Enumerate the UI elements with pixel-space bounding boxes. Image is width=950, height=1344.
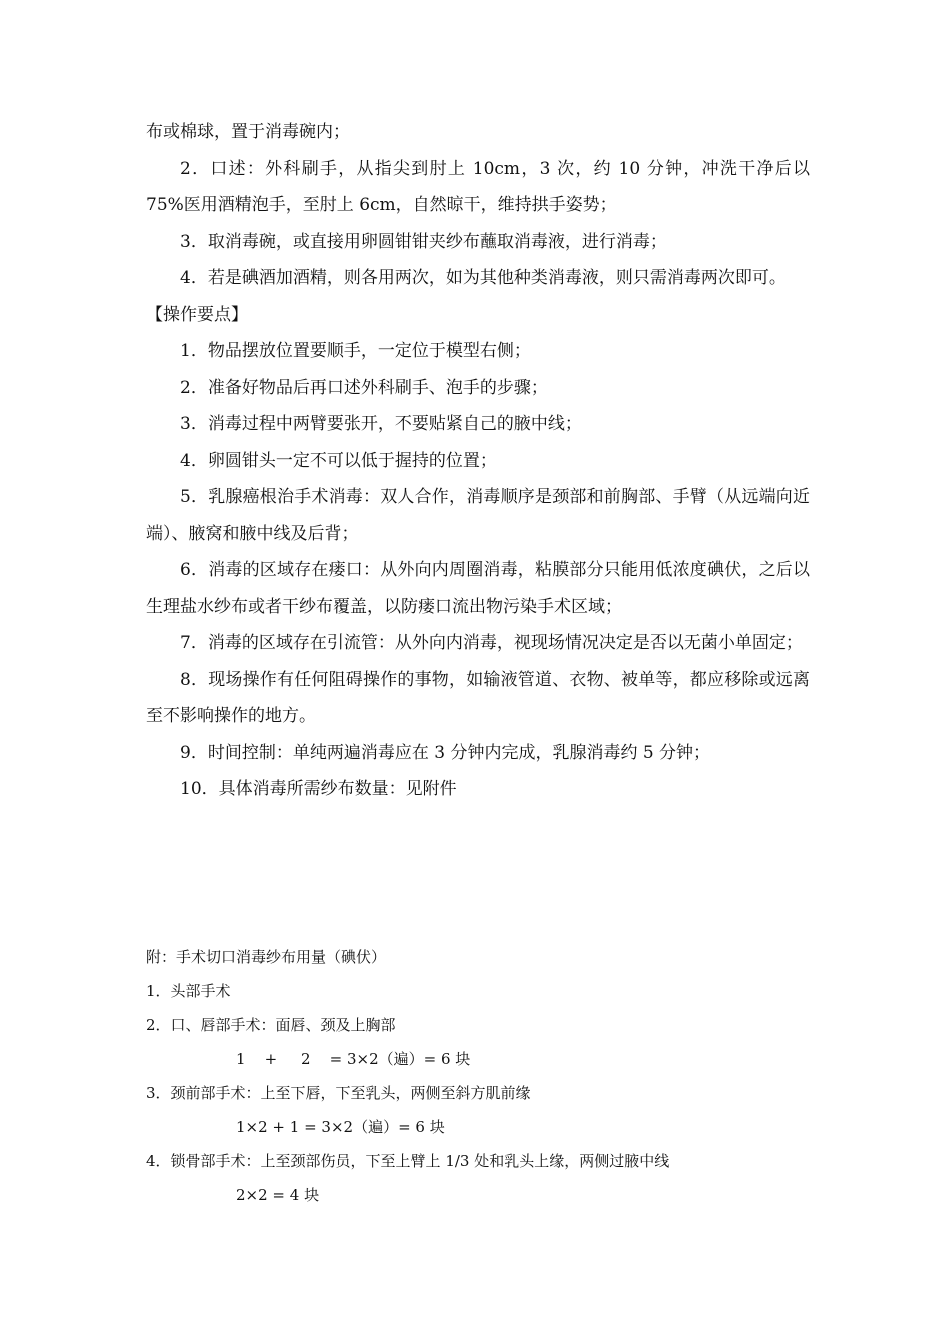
- point-4: 4．卵圆钳头一定不可以低于握持的位置；: [180, 450, 497, 471]
- paragraph-step-2: 2．口述：外科刷手，从指尖到肘上 10cm，3 次，约 10 分钟，冲洗干净后以 75%医用酒精泡手，至肘上 6cm，自然晾干，维持拱手姿势；: [146, 158, 810, 215]
- appendix-line-1: 1．头部手术: [146, 982, 231, 1000]
- point-8: 8．现场操作有任何阻碍操作的事物，如输液管道、衣物、被单等，都应移除或远离至不影响操作的地方。: [146, 669, 810, 726]
- appendix-title: 附：手术切口消毒纱布用量（碘伏）: [146, 948, 387, 966]
- appendix-line-4: 4．锁骨部手术：上至颈部伤员，下至上臂上 1/3 处和乳头上缘，两侧过腋中线: [146, 1152, 670, 1170]
- paragraph-continuation: 布或棉球，置于消毒碗内；: [146, 122, 350, 142]
- paragraph-step-3: 3．取消毒碗，或直接用卵圆钳钳夹纱布蘸取消毒液，进行消毒；: [180, 231, 667, 252]
- main-text: [146, 114, 810, 808]
- point-2: 2．准备好物品后再口述外科刷手、泡手的步骤；: [180, 377, 548, 398]
- point-10: 10．具体消毒所需纱布数量：见附件: [180, 779, 457, 799]
- appendix-formula-1: 1 + 2 = 3×2（遍）= 6 块: [236, 1050, 471, 1068]
- paragraph-step-4: 4．若是碘酒加酒精，则各用两次，如为其他种类消毒液，则只需消毒两次即可。: [180, 268, 786, 288]
- appendix-formula-2: 1×2 + 1 = 3×2（遍）= 6 块: [236, 1118, 445, 1136]
- appendix-formula-3: 2×2 = 4 块: [236, 1186, 320, 1204]
- appendix: [146, 940, 810, 1212]
- point-5: 5．乳腺癌根治手术消毒：双人合作，消毒顺序是颈部和前胸部、手臂（从远端向近端）、腋窝和腋中线及后背；: [146, 487, 810, 544]
- point-3: 3．消毒过程中两臂要张开，不要贴紧自己的腋中线；: [180, 414, 582, 434]
- appendix-line-2: 2．口、唇部手术：面唇、颈及上胸部: [146, 1016, 396, 1034]
- point-6: 6．消毒的区域存在瘘口：从外向内周圈消毒，粘膜部分只能用低浓度碘伏，之后以生理盐水纱布或者干纱布覆盖，以防瘘口流出物污染手术区域；: [146, 560, 810, 617]
- section-title: 【操作要点】: [146, 304, 248, 325]
- point-1: 1．物品摆放位置要顺手，一定位于模型右侧；: [180, 341, 531, 361]
- appendix-line-3: 3．颈前部手术：上至下唇，下至乳头，两侧至斜方肌前缘: [146, 1084, 531, 1102]
- point-7: 7．消毒的区域存在引流管：从外向内消毒，视现场情况决定是否以无菌小单固定；: [180, 633, 803, 653]
- point-9: 9．时间控制：单纯两遍消毒应在 3 分钟内完成，乳腺消毒约 5 分钟；: [180, 742, 711, 763]
